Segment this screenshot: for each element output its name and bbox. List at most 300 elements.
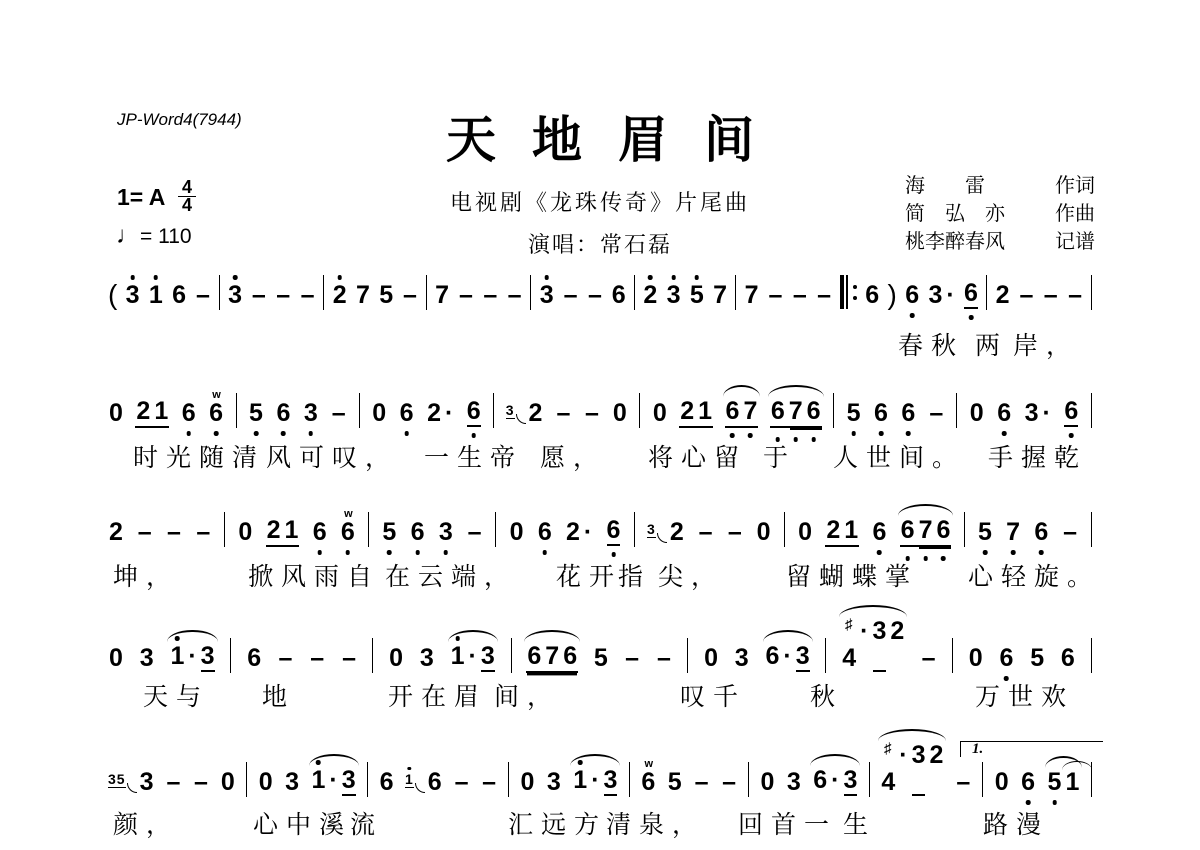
note-token	[381, 519, 397, 547]
note-digit: 0	[109, 399, 123, 427]
note-token	[998, 645, 1014, 673]
barline	[372, 638, 373, 673]
song-subtitle: 电视剧《龙珠传奇》片尾曲	[449, 190, 750, 215]
note-digit: 6	[538, 519, 552, 546]
octave-dot-above	[671, 275, 676, 280]
lyric-phrase: 人世间。	[833, 445, 966, 472]
note-cells	[1024, 400, 1052, 428]
note-token	[655, 645, 672, 673]
slur-arc	[763, 630, 813, 642]
lyric-phrase: 春秋	[898, 333, 965, 360]
note-cells	[311, 767, 357, 797]
note-token	[900, 517, 952, 547]
note-token	[640, 758, 656, 797]
lyric-phrase: 时光随清	[133, 445, 266, 472]
dash: –	[556, 399, 571, 427]
note-cells	[963, 280, 979, 310]
barline	[236, 393, 237, 428]
music-line-1	[108, 268, 1092, 314]
note-cells	[679, 398, 713, 428]
note-cells	[136, 519, 153, 547]
note-digit: 0	[109, 644, 123, 672]
note-token	[1005, 519, 1021, 547]
lyric-phrase: 清泉，	[606, 812, 706, 839]
octave-dot-below	[879, 431, 884, 436]
octave-dot-above	[130, 275, 135, 280]
barline	[368, 512, 369, 547]
notes-row	[108, 505, 1092, 547]
note-digit: 1	[312, 767, 326, 796]
note-cells	[555, 400, 572, 428]
slur-arc	[898, 504, 954, 516]
dash: –	[483, 281, 498, 309]
note-cells	[642, 282, 658, 310]
octave-dot-below	[346, 550, 351, 555]
note-token	[169, 643, 215, 673]
barline	[639, 393, 640, 428]
lyric-phrase: 愿，	[540, 445, 607, 472]
note-digit: 2	[528, 399, 543, 427]
note-token	[1067, 282, 1084, 310]
note-cells	[108, 645, 124, 673]
note-cells	[1060, 645, 1076, 673]
note-token	[593, 645, 609, 673]
grace-digit: 3	[108, 771, 117, 787]
barline	[634, 275, 635, 310]
note-cells	[816, 282, 833, 310]
note-cells	[169, 643, 215, 673]
note-cells	[526, 643, 578, 673]
note-cells	[846, 400, 862, 428]
lyric-phrase: 将心留	[648, 445, 748, 472]
note-digit: 6 ᴡ	[641, 769, 655, 796]
note-cells	[726, 519, 743, 547]
note-token	[994, 769, 1010, 797]
credit-row	[905, 200, 1095, 228]
note-cells	[266, 517, 300, 547]
note-digit: 5	[690, 282, 704, 309]
note-token	[721, 769, 738, 797]
note-token	[275, 282, 292, 310]
barline	[956, 393, 957, 428]
note-digit: 5	[593, 644, 608, 672]
grace-digit: 1	[405, 772, 414, 787]
note-cells	[539, 282, 555, 310]
partial-second-beam	[790, 428, 822, 430]
note-digit: 5	[249, 400, 263, 427]
dash: –	[342, 644, 356, 672]
note-token	[1060, 645, 1076, 673]
note-digit: 6	[1034, 519, 1048, 546]
note-token	[767, 282, 784, 310]
lyric-phrase: 掀风雨自	[248, 564, 381, 591]
note-digit: 1	[154, 397, 169, 425]
note-cells	[284, 769, 300, 797]
note-token	[220, 769, 236, 797]
note-cells	[237, 519, 253, 547]
dash: –	[196, 518, 211, 546]
note-digit: 2	[680, 397, 695, 425]
note-cells	[1067, 282, 1084, 310]
note-token	[434, 282, 450, 310]
note-cells	[371, 400, 387, 428]
note-digit: 3	[200, 642, 215, 670]
octave-dot-below	[186, 431, 191, 436]
note-cells	[453, 769, 470, 797]
note-digit: ·	[583, 518, 593, 546]
note-token	[355, 282, 371, 310]
note-token	[760, 769, 776, 797]
note-digit: 0	[756, 518, 771, 546]
partial-second-beam	[919, 547, 951, 549]
note-cells	[583, 400, 600, 428]
octave-dot-below	[281, 431, 286, 436]
note-cells	[900, 517, 952, 547]
note-token	[108, 519, 124, 547]
note-cells	[466, 519, 483, 547]
note-digit: 2	[566, 518, 580, 546]
note-cells	[148, 282, 164, 310]
note-digit: 6	[1021, 769, 1035, 796]
credit-role: 记谱	[1055, 231, 1095, 253]
barline	[634, 512, 635, 547]
note-digit: 2	[136, 397, 151, 425]
note-token	[341, 645, 358, 673]
dash: –	[166, 768, 181, 796]
note-cells	[181, 400, 197, 428]
note-cells	[880, 742, 944, 797]
note-token	[586, 282, 603, 310]
note-cells	[770, 398, 822, 428]
note-token	[583, 400, 600, 428]
dash: –	[722, 768, 737, 796]
note-token	[277, 645, 294, 673]
key-signature: 1= A	[117, 184, 166, 210]
note-digit: 2	[266, 516, 281, 544]
note-token	[181, 400, 197, 428]
octave-dot-below	[748, 433, 753, 438]
note-cells	[139, 645, 155, 673]
note-token	[816, 282, 833, 310]
note-cells	[482, 282, 499, 310]
lyric-phrase: 流	[350, 812, 384, 839]
slur-arc	[448, 630, 498, 642]
note-cells	[765, 643, 811, 673]
note-token	[506, 400, 544, 428]
note-token	[963, 280, 979, 310]
note-cells	[378, 282, 394, 310]
lyric-phrase: 生	[843, 812, 877, 839]
note-cells	[697, 519, 714, 547]
note-token	[797, 519, 813, 547]
dash: –	[276, 281, 291, 309]
note-token	[227, 282, 243, 310]
note-cells	[388, 645, 404, 673]
barline	[219, 275, 220, 310]
note-token	[744, 282, 760, 310]
note-digit: 1	[149, 282, 163, 309]
note-digit: 6	[905, 282, 919, 309]
octave-dot-below	[317, 550, 322, 555]
note-token	[928, 400, 945, 428]
note-digit: 6	[726, 398, 740, 425]
time-signature	[178, 177, 196, 215]
note-digit: 6	[765, 642, 780, 670]
note-cells	[652, 400, 668, 428]
lyric-phrase: 于	[763, 445, 797, 472]
note-cells	[606, 517, 622, 547]
note-digit: ·	[188, 642, 197, 670]
octave-dot-above	[544, 275, 549, 280]
note-digit: 2	[643, 282, 657, 309]
note-token	[275, 400, 291, 428]
note-digit: 3	[734, 644, 749, 672]
dash: –	[403, 281, 417, 309]
note-digit: 6	[276, 400, 290, 427]
note-token	[900, 400, 916, 428]
notes-row	[108, 616, 1092, 673]
note-digit: 5	[978, 519, 992, 546]
barline	[687, 638, 688, 673]
note-digit: 1	[284, 516, 299, 544]
note-token	[612, 400, 628, 428]
note-digit: 3	[540, 282, 554, 309]
dash: –	[278, 644, 293, 672]
dash: –	[921, 644, 936, 672]
dash: –	[458, 281, 473, 309]
note-cells	[565, 519, 593, 547]
note-digit: 2	[995, 281, 1010, 309]
note-cells	[666, 282, 682, 310]
barline	[952, 638, 953, 673]
note-digit: 0	[389, 644, 404, 672]
note-token	[378, 282, 394, 310]
grace-slur	[657, 533, 667, 543]
note-token	[565, 519, 593, 547]
dash: –	[1068, 281, 1083, 309]
note-token	[135, 398, 169, 428]
note-cells	[520, 769, 536, 797]
lyric-phrase: 秋	[810, 684, 844, 711]
note-cells	[528, 400, 544, 428]
credit-name: 海 雷	[905, 175, 985, 197]
note-cells	[900, 400, 916, 428]
note-cells	[135, 398, 169, 428]
note-digit: 3	[795, 642, 810, 670]
note-cells	[998, 645, 1014, 673]
note-digit: 7	[355, 281, 370, 309]
note-token	[399, 400, 415, 428]
barline	[784, 512, 785, 547]
note-cells	[299, 282, 316, 310]
note-cells	[812, 767, 858, 797]
note-digit: 1	[844, 516, 859, 544]
note-digit: ·	[860, 617, 869, 645]
note-cells	[927, 282, 955, 310]
dash: –	[792, 281, 807, 309]
note-token	[703, 645, 719, 673]
note-cells	[995, 282, 1011, 310]
note-digit: ·	[831, 766, 840, 794]
note-digit: 6	[247, 644, 262, 672]
lyric-phrase: 坤，	[113, 564, 180, 591]
dash: –	[1043, 281, 1058, 309]
octave-dot-below	[1002, 431, 1007, 436]
note-cells	[721, 769, 738, 797]
note-digit: 0	[258, 768, 273, 796]
grace-digit: 3	[505, 402, 515, 418]
barline	[511, 638, 512, 673]
note-cells	[227, 282, 243, 310]
repeat-thick-bar	[840, 275, 844, 309]
note-cells	[309, 645, 326, 673]
note-token	[506, 282, 523, 310]
note-digit: 7	[789, 398, 803, 425]
note-token	[340, 508, 356, 547]
note-cells	[969, 400, 985, 428]
note-digit: ·	[468, 642, 477, 670]
note-digit: 7	[435, 281, 450, 309]
note-digit: 3	[480, 642, 495, 670]
notes-row	[108, 740, 1092, 797]
note-token	[642, 282, 658, 310]
grace-notes	[405, 772, 414, 788]
credit-row	[905, 228, 1095, 256]
dash: –	[625, 644, 640, 672]
note-digit: 6 ᴡ	[341, 519, 355, 546]
note-token	[136, 519, 153, 547]
note-digit: 2	[109, 518, 123, 546]
tie-arc	[1062, 761, 1092, 770]
note-token	[1062, 519, 1079, 547]
note-token	[846, 400, 862, 428]
note-digit: 7	[545, 642, 560, 670]
note-cells	[1062, 519, 1079, 547]
note-token	[1024, 400, 1052, 428]
note-cells	[797, 519, 813, 547]
note-token	[410, 519, 426, 547]
dash: –	[656, 644, 671, 672]
dash: –	[167, 518, 181, 546]
note-token	[419, 645, 435, 673]
barline	[246, 762, 247, 797]
note-token	[171, 282, 187, 310]
dash: –	[300, 281, 315, 309]
note-cells	[438, 519, 454, 547]
note-token	[871, 519, 887, 547]
note-digit: 5	[379, 281, 394, 309]
dash: –	[482, 768, 497, 796]
sharp-sign: ♯	[844, 616, 853, 633]
note-cells	[195, 519, 212, 547]
note-digit: 0	[612, 399, 627, 427]
note-digit: 3	[912, 742, 926, 796]
note-token	[920, 645, 937, 673]
barline	[530, 275, 531, 310]
note-token	[1063, 398, 1079, 428]
note-token	[309, 645, 326, 673]
octave-dot-below	[542, 550, 547, 555]
music-line-3	[108, 505, 1092, 551]
repeat-dots	[853, 285, 857, 300]
octave-dot-below	[254, 431, 259, 436]
note-digit: 5	[667, 768, 682, 796]
note-token	[246, 645, 262, 673]
note-cells	[108, 519, 124, 547]
note-cells	[450, 643, 496, 673]
note-digit: 6	[807, 398, 821, 425]
octave-dot-below	[214, 431, 219, 436]
note-cells	[457, 282, 474, 310]
barline	[224, 512, 225, 547]
note-cells	[355, 282, 371, 310]
barline	[1091, 638, 1092, 673]
barline	[982, 762, 983, 797]
volta-label: 1.	[972, 741, 984, 757]
note-token	[904, 282, 920, 310]
note-digit: 6	[1064, 398, 1078, 427]
note-cells	[734, 645, 750, 673]
note-token	[166, 519, 183, 547]
note-token	[379, 769, 395, 797]
note-digit: 3	[546, 768, 561, 796]
note-digit: 7	[743, 398, 757, 425]
note-cells	[277, 645, 294, 673]
note-cells	[419, 645, 435, 673]
note-cells	[1063, 398, 1079, 428]
note-token	[108, 645, 124, 673]
note-cells	[968, 645, 984, 673]
note-digit: 3	[285, 768, 300, 796]
note-cells	[427, 769, 443, 797]
note-cells	[904, 282, 920, 310]
note-digit: 6	[172, 281, 187, 309]
grace-digit: 5	[116, 771, 126, 787]
lyric-phrase: 回首一	[738, 812, 838, 839]
credits-block	[905, 172, 1095, 256]
note-digit: 6	[1060, 644, 1075, 672]
note-cells	[1033, 519, 1049, 547]
lyric-phrase: 花开	[556, 564, 623, 591]
music-line-2	[108, 386, 1092, 432]
note-digit: 3	[786, 768, 801, 796]
note-digit: 5	[1048, 769, 1062, 796]
note-digit: 5	[382, 519, 396, 546]
note-cells	[873, 400, 889, 428]
note-digit: 0	[220, 768, 235, 796]
note-token	[562, 282, 579, 310]
note-digit: 0	[238, 518, 253, 546]
note-digit: 6	[427, 768, 442, 796]
note-cells	[655, 645, 672, 673]
octave-dot-below	[877, 550, 882, 555]
note-token	[466, 398, 482, 428]
octave-dot-below	[851, 431, 856, 436]
octave-dot-below	[443, 550, 448, 555]
note-digit: 6	[999, 645, 1013, 672]
slur-arc	[524, 630, 580, 642]
tempo-value: = 110	[140, 225, 192, 248]
note-cells	[194, 282, 211, 310]
barline	[629, 762, 630, 797]
note-cells	[791, 282, 808, 310]
time-signature-bottom: 4	[181, 195, 192, 215]
note-token	[666, 282, 682, 310]
note-cells	[125, 282, 141, 310]
mordent-mark: ᴡ	[344, 508, 352, 520]
note-digit: 1	[573, 767, 587, 796]
note-digit: 1	[170, 643, 184, 672]
